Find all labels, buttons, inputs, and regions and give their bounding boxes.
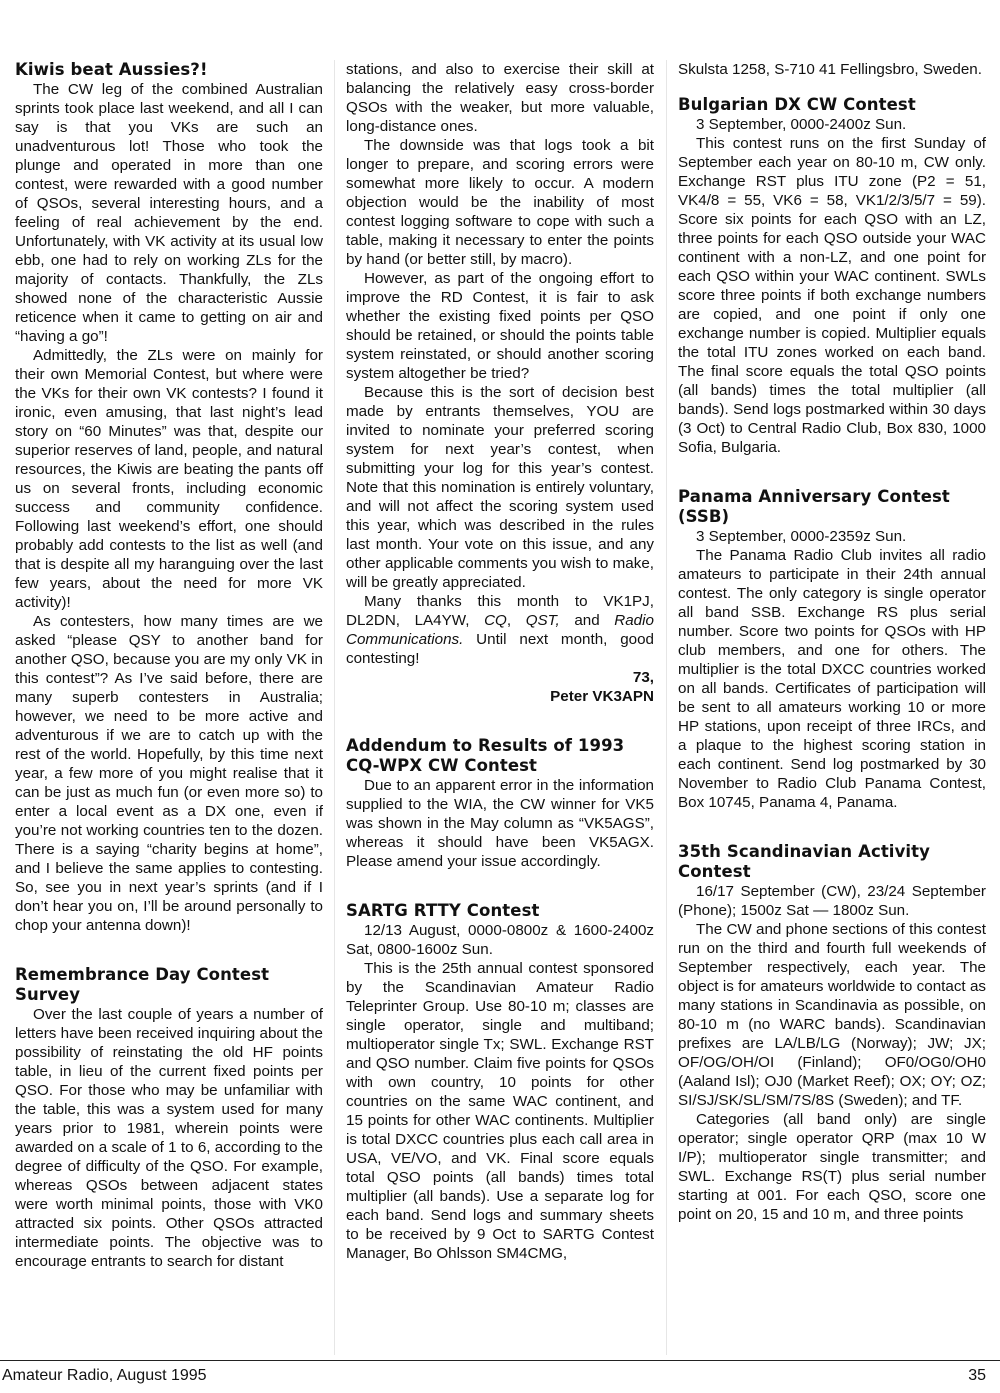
- paragraph: The CW and phone sections of this contest run on the third and fourth full weekends of September respectively, each year. The object is for amateurs worldwide to contact as many stations in Scandinavia as possible, on 80-10 m (no WARC bands). Scandinavian prefixes are LA/LB/LG (Norway); JW; JX; OF/OG/OH/OI (Finland); OF0/OG0/OH0 (Aaland Isl); OJ0 (Market Reef); OX; OY; OZ; SI/SJ/SK/SL/SM/7S/8S (Sweden); and TF.: [678, 921, 986, 1109]
- column-divider: [666, 60, 667, 1355]
- paragraph: This is the 25th annual contest sponsored by the Scandinavian Amateur Radio Teleprinter Group. Use 80-10 m; classes are single operator, single and multiband; multioperator single Tx; SWL. Exchange RST and QSO number. Claim five points for QSOs with own country, 10 points for other countries on the same WAC continent, and 15 points for other WAC continents. Multiplier is total DXCC countries plus each call area in USA, VE/VO, and VK. Final score equals total QSO points (all bands) times total multiplier (all bands). Use a separate log for each band. Send logs and summary sheets to be received by 9 Oct to SARTG Contest Manager, Bo Ohlsson SM4CMG,: [346, 960, 654, 1262]
- section-gap: [678, 812, 986, 842]
- heading-sartg-rtty: SARTG RTTY Contest: [346, 901, 540, 920]
- thanks-paragraph: Many thanks this month to VK1PJ, DL2DN, LA4YW, CQ, QST, and Radio Communications. Until next month, good contesting!: [346, 593, 654, 667]
- heading-addendum-wpx: Addendum to Results of 1993 CQ-WPX CW Contest: [346, 736, 625, 775]
- footer-publication: Amateur Radio, August 1995: [2, 1367, 207, 1384]
- paragraph: The Panama Radio Club invites all radio amateurs to participate in their 24th annual contest. The only category is single operator all band SSB. Exchange RS plus serial number. Score two points for QSOs with HP club members, and one for others. The multiplier is the total DXCC countries worked on all bands. Certificates of participation will be sent to all amateurs working 10 or more HP stations, upon receipt of three IRCs, and a plaque to the highest scoring station in each continent. Send log postmarked by 30 November to Radio Club Panama Contest, Box 10745, Panama 4, Panama.: [678, 547, 986, 811]
- page-number: 35: [968, 1367, 986, 1384]
- section-gap: [346, 706, 654, 736]
- paragraph: 12/13 August, 0000-0800z & 1600-2400z Sat, 0800-1600z Sun.: [346, 922, 654, 958]
- section-gap: [15, 935, 323, 965]
- heading-scandinavian-activity: 35th Scandinavian Activity Contest: [678, 842, 931, 881]
- paragraph: Because this is the sort of decision best made by entrants themselves, YOU are invited to nominate your preferred scoring system for next year’s contest, when submitting your log for this year’s contest. Note that this nomination is entirely voluntary, and will not affect the scoring system used this year, which was described in the rules last month. Your vote on this issue, and any other applicable comments you wish to make, will be greatly appreciated.: [346, 384, 654, 591]
- publication-cq: CQ: [484, 612, 507, 629]
- paragraph: As contesters, how many times are we asked “please QSY to another band for another QSO, because you are my only VK in this contest”? As I’ve said before, there are many superb contesters in Australia; however, we need to be more active and adventurous if we are to catch up with the rest of the world. Hopefully, by this time next year, a few more of you might realise that it can be just as much fun (or even more so) to enter a local event as a DX one, even if you’re not working countries ten to the dozen. There is a saying “charity begins at home”, and I believe the same applies to contesting. So, see you in next year’s sprints (and if I don’t hear you on, I’ll be around personally to chop your antenna down)!: [15, 613, 323, 934]
- heading-bulgarian-dx-cw: Bulgarian DX CW Contest: [678, 95, 916, 114]
- signature-name: Peter VK3APN: [550, 688, 654, 705]
- column-3: [678, 60, 986, 1224]
- column-1: [15, 60, 323, 1271]
- signature-73: 73,: [632, 669, 654, 686]
- top-edge: [0, 0, 1000, 5]
- paragraph: Categories (all band only) are single operator; single operator QRP (max 10 W I/P); multioperator single transmitter; and SWL. Exchange RS(T) plus serial number starting at 001. For each QSO, score one point on 20, 15 and 10 m, and three points: [678, 1111, 986, 1223]
- footer-rule: [0, 1360, 1000, 1361]
- column-divider: [334, 60, 335, 1355]
- paragraph: However, as part of the ongoing effort to improve the RD Contest, it is fair to ask whether the existing fixed points per QSO should be retained, or should the points table system reinstated, or should another scoring system altogether be tried?: [346, 270, 654, 382]
- paragraph: This contest runs on the first Sunday of September each year on 80-10 m, CW only. Exchange RST plus ITU zone (P2 = 51, VK4/8 = 55, VK6 = 58, VK1/2/3/5/7 = 59). Score six points for each QSO with an LZ, three points for each QSO outside your WAC continent with a non-LZ, and one point for each QSO within your WAC continent. SWLs score three points if both exchange numbers are copied, and one point if only one exchange number is copied. Multiplier equals the total ITU zones worked on each band. The final score equals the total QSO points (all bands) times the total multiplier (all bands). Send logs postmarked within 30 days (3 Oct) to Central Radio Club, Box 830, 1000 Sofia, Bulgaria.: [678, 135, 986, 456]
- paragraph: 3 September, 0000-2400z Sun.: [696, 116, 907, 133]
- section-gap: [678, 457, 986, 487]
- paragraph: The CW leg of the combined Australian sprints took place last weekend, and all I can say is that you VKs are such an unadventurous lot! Those who took the plunge and operated in more than one contest, were rewarded with a good number of QSOs, several interesting hours, and a feeling of real achievement by the end. Unfortunately, with VK activity at its usual low ebb, one had to rely on working ZLs for the majority of contacts. Thankfully, the ZLs showed none of the characteristic Aussie reticence when it came to getting on air and “having a go”!: [15, 81, 323, 345]
- column-2: [346, 60, 654, 1263]
- paragraph: 16/17 September (CW), 23/24 September (Phone); 1500z Sat — 1800z Sun.: [678, 883, 986, 919]
- section-gap: [678, 79, 986, 95]
- heading-kiwis-beat-aussies: Kiwis beat Aussies?!: [15, 60, 208, 79]
- heading-remembrance-day-survey: Remembrance Day Contest Survey: [15, 965, 270, 1004]
- paragraph: stations, and also to exercise their skill at balancing the relatively easy cross-border QSOs with the weaker, but more valuable, long-distance ones.: [346, 61, 654, 135]
- publication-qst: QST,: [525, 612, 560, 629]
- paragraph: Over the last couple of years a number of letters have been received inquiring about the possibility of reinstating the old HF points table, in lieu of the current fixed points per QSO. For those who may be unfamiliar with the table, this was a system used for many years prior to 1981, wherein points were awarded on a scale of 1 to 6, according to the degree of difficulty of the QSO. For example, whereas QSOs between adjacent states were worth minimal points, those with VK0 attracted six points. Other QSOs attracted intermediate points. The objective was to encourage entrants to search for distant: [15, 1006, 323, 1270]
- paragraph: Admittedly, the ZLs were on mainly for their own Memorial Contest, but where were the VKs for their own VK contests? I found it ironic, even amusing, that last night’s lead story on “60 Minutes” was that, despite our superior reserves of land, people, and natural resources, the Kiwis are beating the pants off us on several fronts, including economic success and community confidence. Following last weekend’s effort, one should probably add contests to the list as well (and that is despite all my haranguing over the last few years, about the need for more VK activity)!: [15, 347, 323, 611]
- heading-panama-anniversary: Panama Anniversary Contest (SSB): [678, 487, 950, 526]
- section-gap: [346, 871, 654, 901]
- paragraph: Due to an apparent error in the information supplied to the WIA, the CW winner for VK5 was shown in the May column as “VK5AGS”, whereas it should have been VK5AGX. Please amend your issue accordingly.: [346, 777, 654, 870]
- paragraph: Skulsta 1258, S-710 41 Fellingsbro, Sweden.: [678, 61, 982, 78]
- paragraph: 3 September, 0000-2359z Sun.: [696, 528, 907, 545]
- paragraph: The downside was that logs took a bit longer to prepare, and scoring errors were somewhat more likely to occur. A modern objection would be the inability of most contest logging software to cope with such a table, making it necessary to enter the points by hand (or better still, by macro).: [346, 137, 654, 268]
- publication-radio-communications: Radio Communications.: [346, 612, 654, 648]
